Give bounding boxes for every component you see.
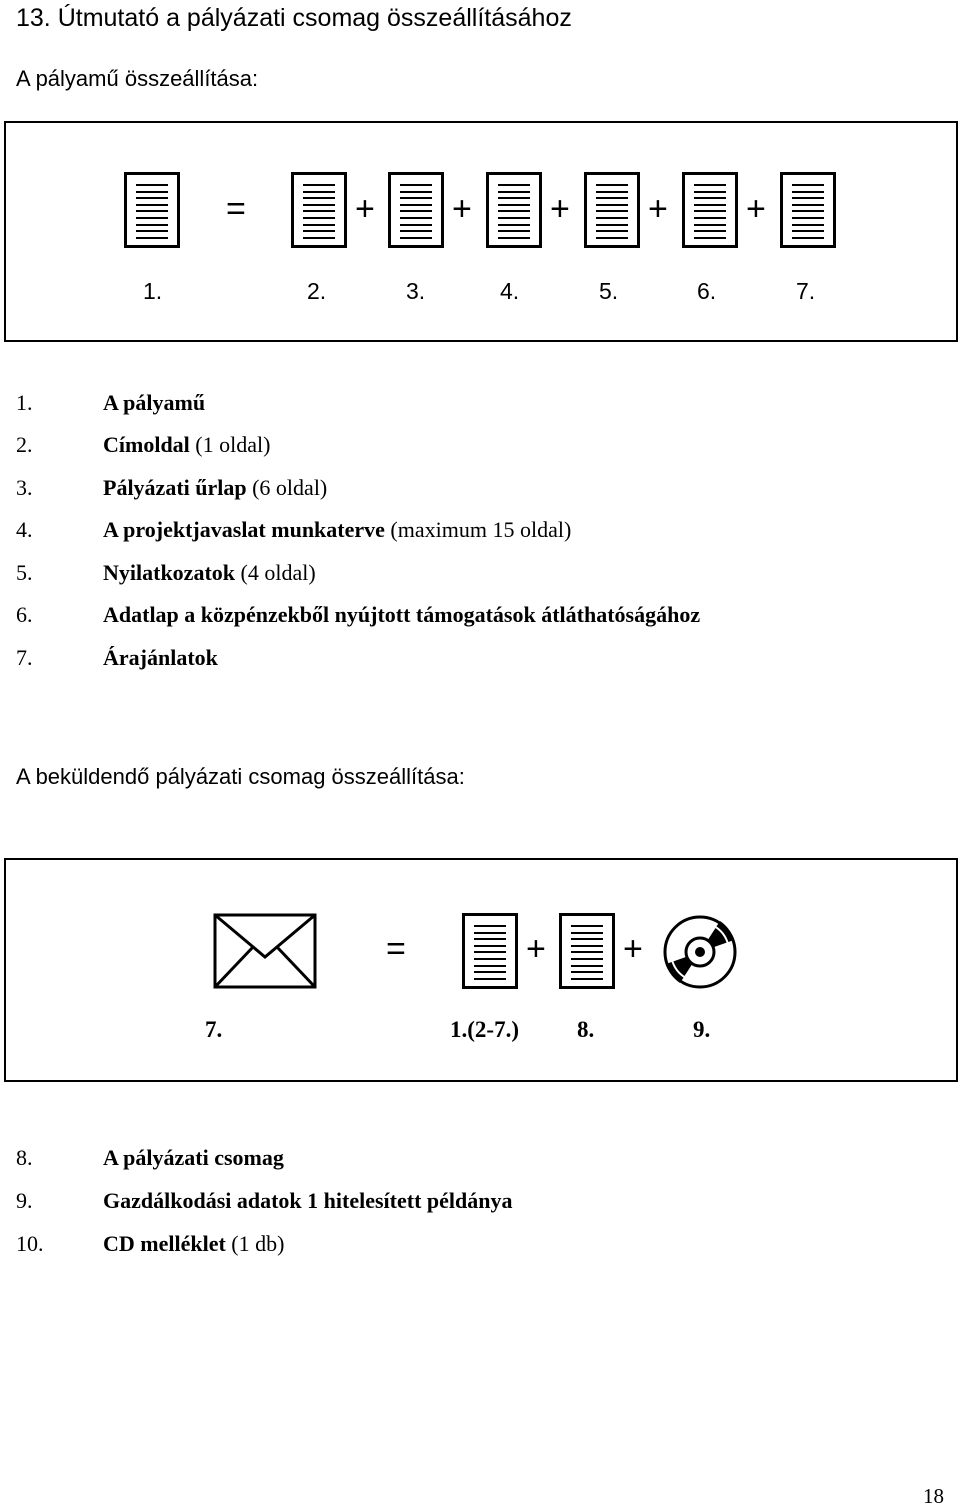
plus-operator: + [452,190,472,228]
document-line [136,237,168,239]
document-line [400,224,432,226]
diagram-label: 9. [693,1017,711,1042]
document-line [792,191,824,193]
document-line [792,184,824,186]
document-line [136,224,168,226]
section1-title: A pályamű összeállítása: [16,66,259,91]
document-line [571,932,603,934]
document-line [303,204,335,206]
document-line [498,184,530,186]
document-line [400,204,432,206]
document-line [498,204,530,206]
diagram-label: 1.(2-7.) [450,1017,519,1042]
page-number: 18 [923,1484,944,1508]
diagram-label: 7. [796,278,816,304]
document-line [136,191,168,193]
document-line [136,204,168,206]
document-line [571,945,603,947]
document-line [474,945,506,947]
document-line [596,204,628,206]
document-line [694,237,726,239]
equals-operator: = [386,930,406,968]
document-line [400,217,432,219]
document-line [400,191,432,193]
document-icon [682,172,738,248]
document-line [136,230,168,232]
diagram-label: 4. [500,278,520,304]
document-line [694,230,726,232]
document-line [571,971,603,973]
document-line [792,197,824,199]
document-line [400,210,432,212]
document-line [792,230,824,232]
envelope-icon [213,913,317,989]
document-line [498,210,530,212]
page-heading: 13. Útmutató a pályázati csomag összeállításához [16,4,572,32]
document-line [474,965,506,967]
document-line [571,958,603,960]
document-line [400,230,432,232]
section2-title: A beküldendő pályázati csomag összeállítása: [16,764,465,789]
document-line [303,224,335,226]
cd-icon [662,914,738,990]
plus-operator: + [550,190,570,228]
diagram-label: 8. [577,1017,595,1042]
document-line [498,224,530,226]
document-icon [462,913,518,989]
document-line [136,184,168,186]
document-line [474,951,506,953]
document-line [694,204,726,206]
document-line [303,210,335,212]
document-line [571,925,603,927]
document-line [400,237,432,239]
document-line [474,971,506,973]
document-line [792,224,824,226]
plus-operator: + [746,190,766,228]
document-line [694,191,726,193]
equals-operator: = [226,190,246,228]
document-icon [486,172,542,248]
document-line [571,978,603,980]
document-line [596,191,628,193]
plus-operator: + [648,190,668,228]
document-line [694,217,726,219]
diagram-label: 7. [205,1017,223,1042]
document-line [596,184,628,186]
document-line [498,217,530,219]
document-line [474,925,506,927]
document-icon [291,172,347,248]
document-icon [584,172,640,248]
document-line [474,978,506,980]
document-line [474,932,506,934]
diagram-label: 2. [307,278,327,304]
document-line [792,210,824,212]
document-line [792,204,824,206]
document-line [498,191,530,193]
document-line [136,217,168,219]
document-line [303,237,335,239]
document-line [400,197,432,199]
document-icon [559,913,615,989]
diagram-label: 3. [406,278,426,304]
document-line [498,197,530,199]
document-line [571,951,603,953]
document-line [303,217,335,219]
plus-operator: + [526,930,546,968]
document-line [694,197,726,199]
document-icon [780,172,836,248]
document-line [303,230,335,232]
document-line [400,184,432,186]
document-line [474,938,506,940]
document-line [596,197,628,199]
diagram-label: 5. [599,278,619,304]
document-line [303,184,335,186]
document-line [136,197,168,199]
document-line [571,938,603,940]
plus-operator: + [623,930,643,968]
document-line [136,210,168,212]
diagram-label: 6. [697,278,717,304]
document-line [596,224,628,226]
document-line [303,191,335,193]
document-line [694,210,726,212]
document-icon [388,172,444,248]
document-line [498,230,530,232]
document-line [303,197,335,199]
document-line [474,958,506,960]
diagram-label: 1. [143,278,163,304]
document-line [694,184,726,186]
document-line [596,210,628,212]
document-line [596,230,628,232]
document-line [596,237,628,239]
document-line [498,237,530,239]
document-line [792,217,824,219]
document-line [571,965,603,967]
plus-operator: + [355,190,375,228]
document-line [694,224,726,226]
document-line [596,217,628,219]
document-icon [124,172,180,248]
document-line [792,237,824,239]
